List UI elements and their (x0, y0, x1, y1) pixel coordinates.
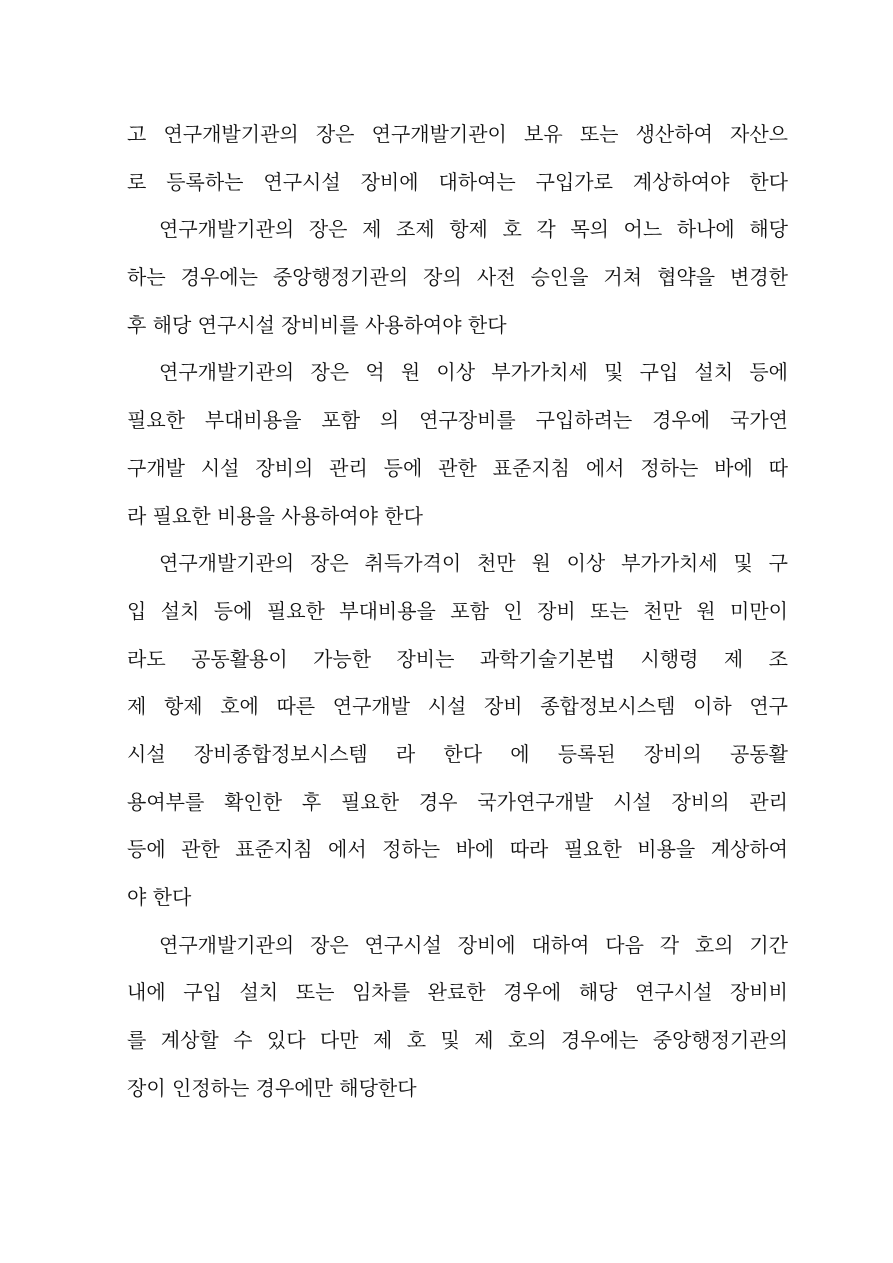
text-line: 입 설치 등에 필요한 부대비용을 포함 인 장비 또는 천만 원 미만이 (127, 598, 788, 623)
text-line: 연구개발기관의 장은 취득가격이 천만 원 이상 부가가치세 및 구 (159, 551, 788, 576)
text-line: 로 등록하는 연구시설 장비에 대하여는 구입가로 계상하여야 한다 (127, 169, 788, 194)
text-line: 연구개발기관의 장은 제 조제 항제 호 각 목의 어느 하나에 해당 (159, 217, 788, 242)
text-line: 제 항제 호에 따른 연구개발 시설 장비 종합정보시스템 이하 연구 (127, 694, 788, 719)
text-line: 야 한다 (127, 885, 192, 909)
text-line: 라 필요한 비용을 사용하여야 한다 (127, 503, 423, 528)
text-line: 고 연구개발기관의 장은 연구개발기관이 보유 또는 생산하여 자산으 (127, 122, 788, 146)
text-line: 시설 장비종합정보시스템 라 한다 에 등록된 장비의 공동활 (127, 741, 788, 766)
text-line: 연구개발기관의 장은 연구시설 장비에 대하여 다음 각 호의 기간 (159, 932, 788, 957)
text-line: 라도 공동활용이 가능한 장비는 과학기술기본법 시행령 제 조 (127, 646, 788, 671)
text-line: 필요한 부대비용을 포함 의 연구장비를 구입하려는 경우에 국가연 (127, 408, 788, 433)
text-line: 후 해당 연구시설 장비비를 사용하여야 한다 (127, 312, 507, 337)
text-line: 등에 관한 표준지침 에서 정하는 바에 따라 필요한 비용을 계상하여 (127, 837, 788, 862)
text-line: 장이 인정하는 경우에만 해당한다 (127, 1075, 417, 1100)
document-body (127, 111, 788, 1112)
text-line: 내에 구입 설치 또는 임차를 완료한 경우에 해당 연구시설 장비비 (127, 980, 788, 1005)
text-line: 를 계상할 수 있다 다만 제 호 및 제 호의 경우에는 중앙행정기관의 (127, 1028, 788, 1053)
text-line: 구개발 시설 장비의 관리 등에 관한 표준지침 에서 정하는 바에 따 (127, 455, 788, 480)
text-line: 용여부를 확인한 후 필요한 경우 국가연구개발 시설 장비의 관리 (127, 789, 788, 814)
text-line: 연구개발기관의 장은 억 원 이상 부가가치세 및 구입 설치 등에 (159, 360, 788, 385)
text-line: 하는 경우에는 중앙행정기관의 장의 사전 승인을 거쳐 협약을 변경한 (127, 265, 788, 290)
